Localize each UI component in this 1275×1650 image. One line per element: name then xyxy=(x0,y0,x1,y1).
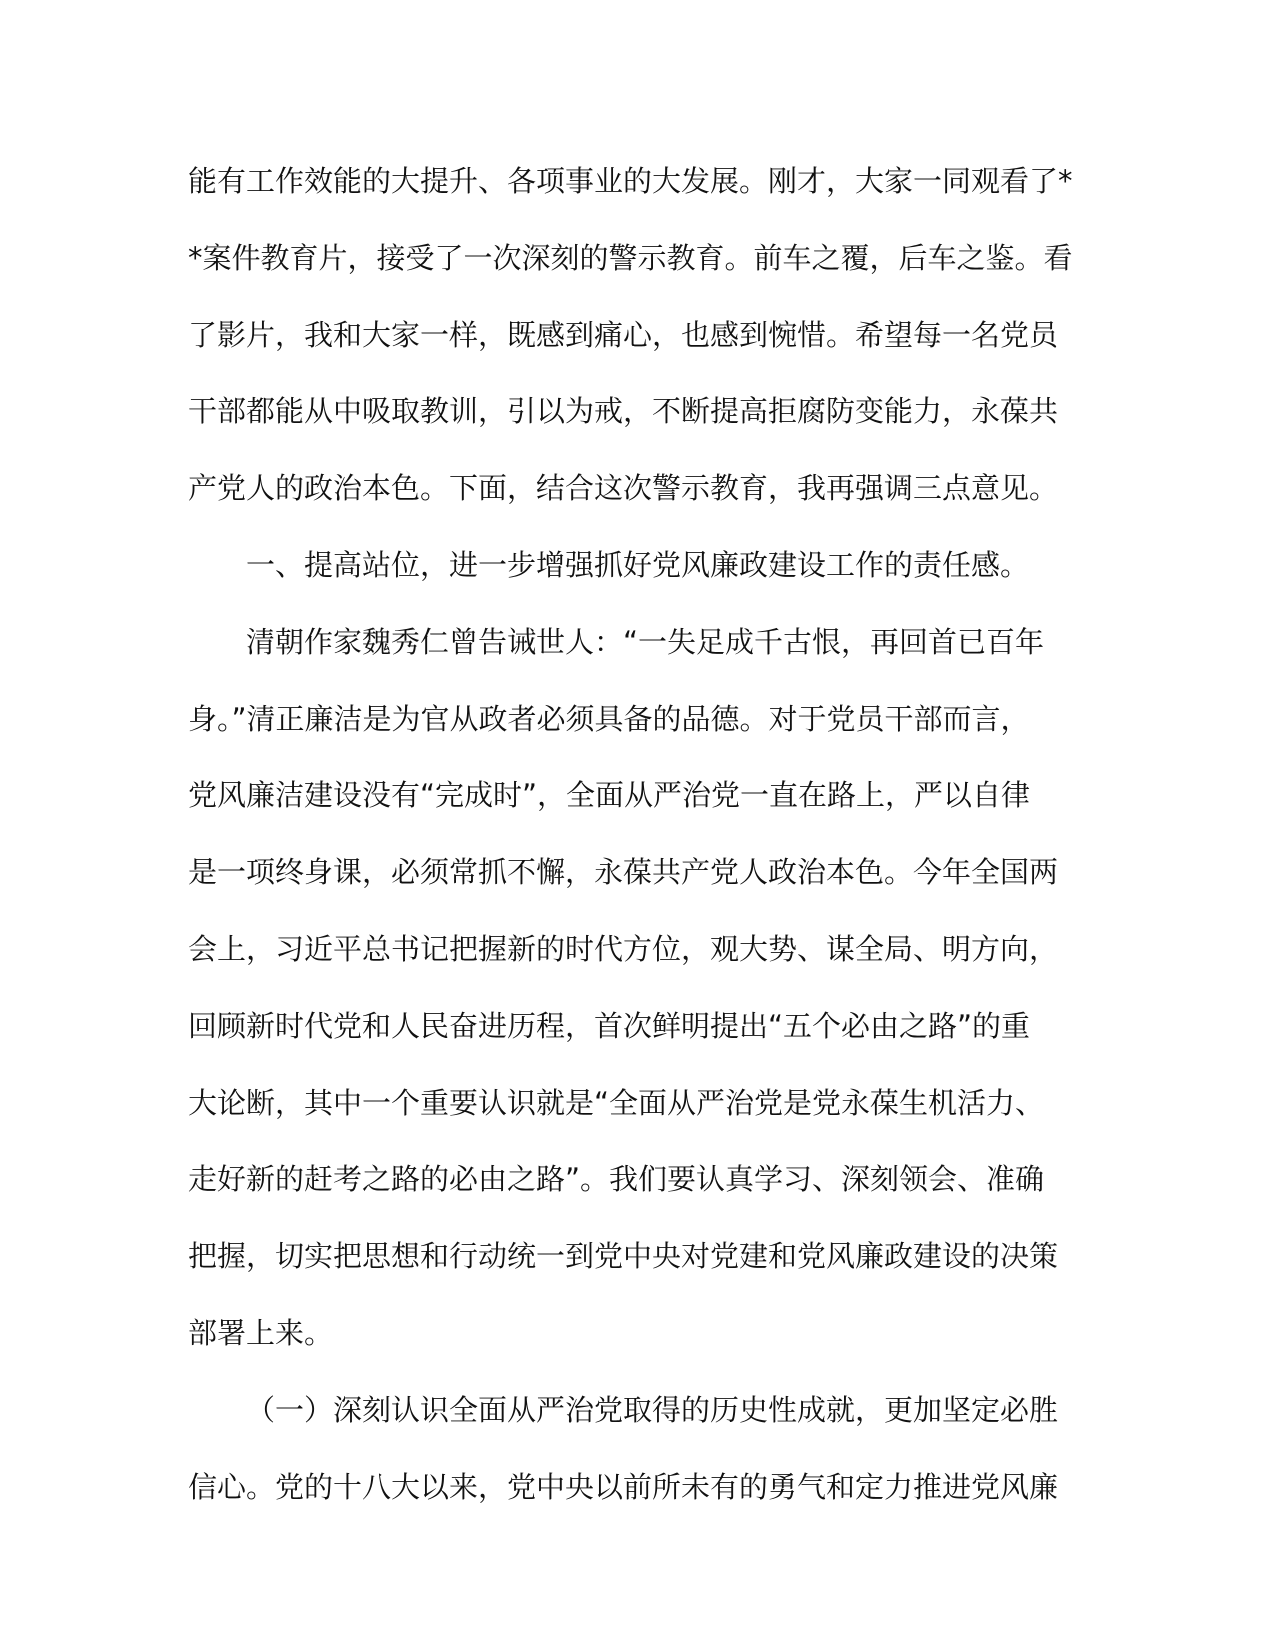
text-line-1: 能有工作效能的大提升、各项事业的大发展。刚才，大家一同观看了* xyxy=(188,164,1073,198)
text-line-4: 干部都能从中吸取教训，引以为戒，不断提高拒腐防变能力，永葆共 xyxy=(188,394,1059,429)
subsection-heading-1: （一）深刻认识全面从严治党取得的历史性成就，更加坚定必胜 xyxy=(246,1392,1059,1427)
text-line-13: 大论断，其中一个重要认识就是“全面从严治党是党永葆生机活力、 xyxy=(188,1085,1045,1120)
text-line-7: 清朝作家魏秀仁曾告诫世人：“一失足成千古恨，再回首已百年 xyxy=(246,624,1045,659)
text-line-3: 了影片，我和大家一样，既感到痛心，也感到惋惜。希望每一名党员 xyxy=(188,317,1059,352)
body-text xyxy=(188,143,1073,1525)
section-heading-1: 一、提高站位，进一步增强抓好党风廉政建设工作的责任感。 xyxy=(246,547,1030,582)
text-line-11: 会上，习近平总书记把握新的时代方位，观大势、谋全局、明方向， xyxy=(188,931,1059,966)
text-line-16: 部署上来。 xyxy=(188,1315,334,1350)
text-line-9: 党风廉洁建设没有“完成时”，全面从严治党一直在路上，严以自律 xyxy=(188,778,1031,813)
text-line-14: 走好新的赶考之路的必由之路”。我们要认真学习、深刻领会、准确 xyxy=(188,1162,1045,1197)
text-line-18: 信心。党的十八大以来，党中央以前所未有的勇气和定力推进党风廉 xyxy=(188,1469,1059,1504)
text-line-2: *案件教育片，接受了一次深刻的警示教育。前车之覆，后车之鉴。看 xyxy=(188,240,1073,275)
text-line-15: 把握，切实把思想和行动统一到党中央对党建和党风廉政建设的决策 xyxy=(188,1239,1059,1274)
text-line-5: 产党人的政治本色。下面，结合这次警示教育，我再强调三点意见。 xyxy=(188,471,1059,506)
text-line-10: 是一项终身课，必须常抓不懈，永葆共产党人政治本色。今年全国两 xyxy=(188,855,1059,890)
text-line-8: 身。”清正廉洁是为官从政者必须具备的品德。对于党员干部而言， xyxy=(188,701,1030,736)
text-line-12: 回顾新时代党和人民奋进历程，首次鲜明提出“五个必由之路”的重 xyxy=(188,1008,1031,1043)
